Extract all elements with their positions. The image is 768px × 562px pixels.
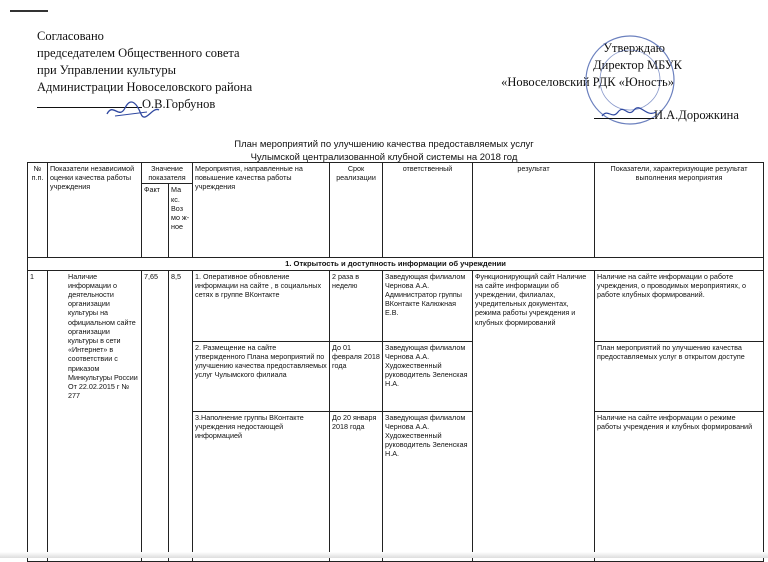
header-result: результат [473, 163, 595, 258]
agreement-signer: О.В.Горбунов [142, 97, 216, 111]
section-row [28, 258, 764, 270]
agreement-org-2: Администрации Новоселовского района [37, 80, 253, 94]
responsible-cell: Заведующая филиалом Чернова А.А. Администратор группы ВКонтакте Калюжная Е.В. [383, 270, 473, 341]
right-signature [600, 106, 660, 122]
plan-subtitle: Чулымской централизованной клубной системы на 2018 год [250, 152, 518, 163]
measure-cell: 2. Размещение на сайте утвержденного Плана мероприятий по улучшению качества предоставляемых услуг Чулымского филиала [193, 341, 330, 411]
measure-cell: 3.Наполнение группы ВКонтакте учреждения недостающей информацией [193, 411, 330, 561]
deadline-cell: 2 раза в неделю [330, 270, 383, 341]
header-max: Ма кс. Воз мо ж- ное [169, 184, 193, 258]
deadline-cell: До 20 января 2018 года [330, 411, 383, 561]
kpi-cell: План мероприятий по улучшению качества предоставляемых услуг в открытом доступе [595, 341, 764, 411]
row-fact: 7,65 [142, 270, 169, 561]
header-responsible: ответственный [383, 163, 473, 258]
measure-cell: 1. Оперативное обновление информации на сайте , в социальных сетях в группе ВКонтакте [193, 270, 330, 341]
row-num: 1 [28, 270, 48, 561]
row-indicator: Наличие информации о деятельности организации культуры на официальном сайте организации культуры в сети «Интернет» в соответствии с приказом Минкультуры России От 22.02.2015 г № 277 [48, 270, 142, 561]
kpi-cell: Наличие на сайте информации о работе учреждения, о проводимых мероприятиях, о работе клубных формирований. [595, 270, 764, 341]
section-title: 1. Открытость и доступность информации об учреждении [28, 258, 764, 270]
header-value: Значение показателя [142, 163, 193, 184]
responsible-cell: Заведующая филиалом Чернова А.А. Художественный руководитель Зеленская Н.А. [383, 341, 473, 411]
row-max: 8,5 [169, 270, 193, 561]
kpi-cell: Наличие на сайте информации о режиме работы учреждения и клубных формирований [595, 411, 764, 561]
agreement-org-1: при Управлении культуры [37, 63, 176, 77]
left-signature [103, 100, 163, 122]
header-num: № п.п. [28, 163, 48, 258]
header-indicators: Показатели независимой оценки качества работы учреждения [48, 163, 142, 258]
header-deadline: Срок реализации [330, 163, 383, 258]
approval-position: Директор МБУК [593, 58, 682, 72]
agreement-heading: Согласовано [37, 29, 104, 43]
scan-mark [10, 10, 48, 12]
plan-table [27, 162, 764, 562]
agreement-position: председателем Общественного совета [37, 46, 240, 60]
table-header-row [28, 163, 764, 184]
table-row [28, 270, 764, 341]
header-fact: Факт [142, 184, 169, 258]
deadline-cell: До 01 февраля 2018 года [330, 341, 383, 411]
responsible-cell: Заведующая филиалом Чернова А.А. Художественный руководитель Зеленская Н.А. [383, 411, 473, 561]
plan-title: План мероприятий по улучшению качества предоставляемых услуг [234, 139, 534, 150]
result-cell: Функционирующий сайт Наличие на сайте информации об учреждении, филиалах, учредительных документах, режима работы учреждения и клубных формирований [473, 270, 595, 561]
approval-heading: Утверждаю [603, 41, 665, 55]
header-measures: Мероприятия, направленные на повышение качества работы учреждения [193, 163, 330, 258]
approval-org: «Новоселовский РДК «Юность» [501, 75, 674, 89]
header-kpi: Показатели, характеризующие результат выполнения мероприятия [595, 163, 764, 258]
scan-edge-shadow [0, 552, 768, 558]
approval-signer: И.А.Дорожкина [654, 108, 739, 122]
